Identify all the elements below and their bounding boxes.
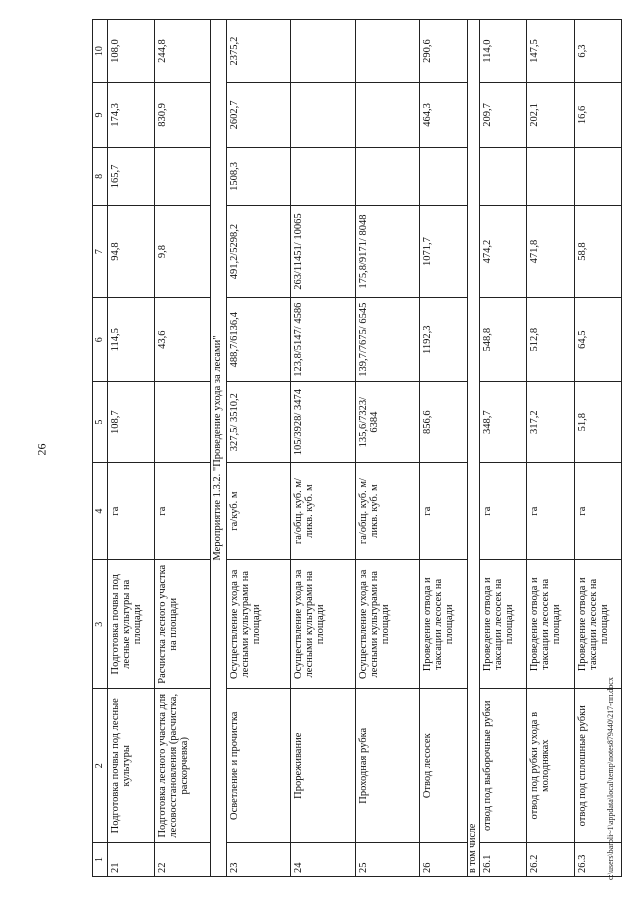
measure: Подготовка почвы под лесные культуры на площади — [108, 560, 155, 689]
table-row — [355, 20, 420, 877]
header-cell: 7 — [93, 206, 108, 298]
header-cell: 3 — [93, 560, 108, 689]
value-cell — [479, 147, 526, 205]
value-cell: 512,8 — [527, 298, 574, 382]
value-cell: 105/3928/ 3474 — [291, 382, 356, 463]
value-cell: 58,8 — [574, 206, 622, 298]
table-row — [226, 20, 291, 877]
value-cell — [155, 382, 211, 463]
value-cell: 830,9 — [155, 83, 211, 148]
row-number: 26.2 — [527, 843, 574, 877]
measure: Осуществление ухода за лесными культурами на площади — [226, 560, 291, 689]
row-number: 26.3 — [574, 843, 622, 877]
value-cell — [291, 20, 356, 83]
row-number: 23 — [226, 843, 291, 877]
value-cell: 1071,7 — [420, 206, 467, 298]
value-cell: 2602,7 — [226, 83, 291, 148]
page-number: 26 — [34, 443, 49, 456]
value-cell: 244,8 — [155, 20, 211, 83]
value-cell: 327,5/ 3510,2 — [226, 382, 291, 463]
section-title: Мероприятие 1.3.2. "Проведение ухода за лесами" — [211, 20, 226, 877]
value-cell: 114,0 — [479, 20, 526, 83]
value-cell — [355, 20, 420, 83]
value-cell: 488,7/6136,4 — [226, 298, 291, 382]
value-cell: 165,7 — [108, 147, 155, 205]
unit: га — [527, 463, 574, 560]
value-cell: 1192,3 — [420, 298, 467, 382]
table-row — [108, 20, 155, 877]
value-cell: 139,7/7675/ 6545 — [355, 298, 420, 382]
value-cell: 464,3 — [420, 83, 467, 148]
work-type: Осветление и прочистка — [226, 689, 291, 843]
value-cell — [291, 147, 356, 205]
work-type: Отвод лесосек — [420, 689, 467, 843]
unit: га — [108, 463, 155, 560]
value-cell: 317,2 — [527, 382, 574, 463]
header-cell: 10 — [93, 20, 108, 83]
value-cell: 202,1 — [527, 83, 574, 148]
value-cell — [291, 83, 356, 148]
value-cell: 9,8 — [155, 206, 211, 298]
value-cell — [355, 147, 420, 205]
header-row — [93, 20, 108, 877]
header-cell: 5 — [93, 382, 108, 463]
unit: га — [479, 463, 526, 560]
header-cell: 9 — [93, 83, 108, 148]
subtotal-label-row — [467, 20, 479, 877]
table-row — [291, 20, 356, 877]
row-number: 24 — [291, 843, 356, 877]
rotated-table-container — [92, 19, 622, 877]
value-cell — [574, 147, 622, 205]
measure: Расчистка лесного участка на площади — [155, 560, 211, 689]
value-cell: 290,6 — [420, 20, 467, 83]
unit: га — [420, 463, 467, 560]
value-cell: 135,6/7323/ 6384 — [355, 382, 420, 463]
value-cell: 64,5 — [574, 298, 622, 382]
unit: га — [574, 463, 622, 560]
value-cell: 471,8 — [527, 206, 574, 298]
table-row — [155, 20, 211, 877]
row-number: 21 — [108, 843, 155, 877]
row-number: 25 — [355, 843, 420, 877]
file-path-footer: c:\users\baroli~1\appdata\local\temp\notes879440\217-пп.docx — [606, 677, 615, 880]
work-type: Подготовка почвы под лесные культуры — [108, 689, 155, 843]
table-row — [527, 20, 574, 877]
value-cell: 114,5 — [108, 298, 155, 382]
unit: га/общ. куб. м/ ликв. куб. м — [355, 463, 420, 560]
value-cell: 491,2/5298,2 — [226, 206, 291, 298]
measure: Проведение отвода и таксации лесосек на площади — [527, 560, 574, 689]
value-cell: 1508,3 — [226, 147, 291, 205]
data-table — [92, 19, 622, 877]
work-type: Подготовка лесного участка для лесовосстановления (расчистка, раскорчевка) — [155, 689, 211, 843]
header-cell: 2 — [93, 689, 108, 843]
value-cell: 2375,2 — [226, 20, 291, 83]
value-cell: 175,8/9171/ 8048 — [355, 206, 420, 298]
row-number: 26.1 — [479, 843, 526, 877]
unit: га/общ. куб. м/ ликв. куб. м — [291, 463, 356, 560]
header-cell: 6 — [93, 298, 108, 382]
value-cell: 108,0 — [108, 20, 155, 83]
work-type: отвод под выборочные рубки — [479, 689, 526, 843]
value-cell — [355, 83, 420, 148]
work-type: Прореживание — [291, 689, 356, 843]
work-type: отвод под сплошные рубки — [574, 689, 622, 843]
value-cell: 123,8/5147/ 4586 — [291, 298, 356, 382]
value-cell: 263/11451/ 10065 — [291, 206, 356, 298]
measure: Проведение отвода и таксации лесосек на площади — [574, 560, 622, 689]
measure: Осуществление ухода за лесными культурами на площади — [291, 560, 356, 689]
value-cell: 108,7 — [108, 382, 155, 463]
header-cell: 4 — [93, 463, 108, 560]
row-number: 22 — [155, 843, 211, 877]
section-row — [211, 20, 226, 877]
value-cell: 474,2 — [479, 206, 526, 298]
row-number: 26 — [420, 843, 467, 877]
value-cell: 43,6 — [155, 298, 211, 382]
value-cell: 147,5 — [527, 20, 574, 83]
value-cell — [527, 147, 574, 205]
header-cell: 8 — [93, 147, 108, 205]
measure: Проведение отвода и таксации лесосек на площади — [420, 560, 467, 689]
work-type: отвод под рубки ухода в молодняках — [527, 689, 574, 843]
value-cell: 209,7 — [479, 83, 526, 148]
value-cell: 548,8 — [479, 298, 526, 382]
value-cell: 6,3 — [574, 20, 622, 83]
in-total-label: в том числе — [467, 20, 479, 877]
measure: Осуществление ухода за лесными культурами на площади — [355, 560, 420, 689]
table-row — [479, 20, 526, 877]
unit: га — [155, 463, 211, 560]
value-cell: 348,7 — [479, 382, 526, 463]
table-row — [420, 20, 467, 877]
value-cell — [155, 147, 211, 205]
work-type: Проходная рубка — [355, 689, 420, 843]
value-cell — [420, 147, 467, 205]
value-cell: 16,6 — [574, 83, 622, 148]
value-cell: 51,8 — [574, 382, 622, 463]
unit: га/куб. м — [226, 463, 291, 560]
measure: Проведение отвода и таксации лесосек на площади — [479, 560, 526, 689]
value-cell: 174,3 — [108, 83, 155, 148]
header-cell: 1 — [93, 843, 108, 877]
value-cell: 856,6 — [420, 382, 467, 463]
value-cell: 94,8 — [108, 206, 155, 298]
